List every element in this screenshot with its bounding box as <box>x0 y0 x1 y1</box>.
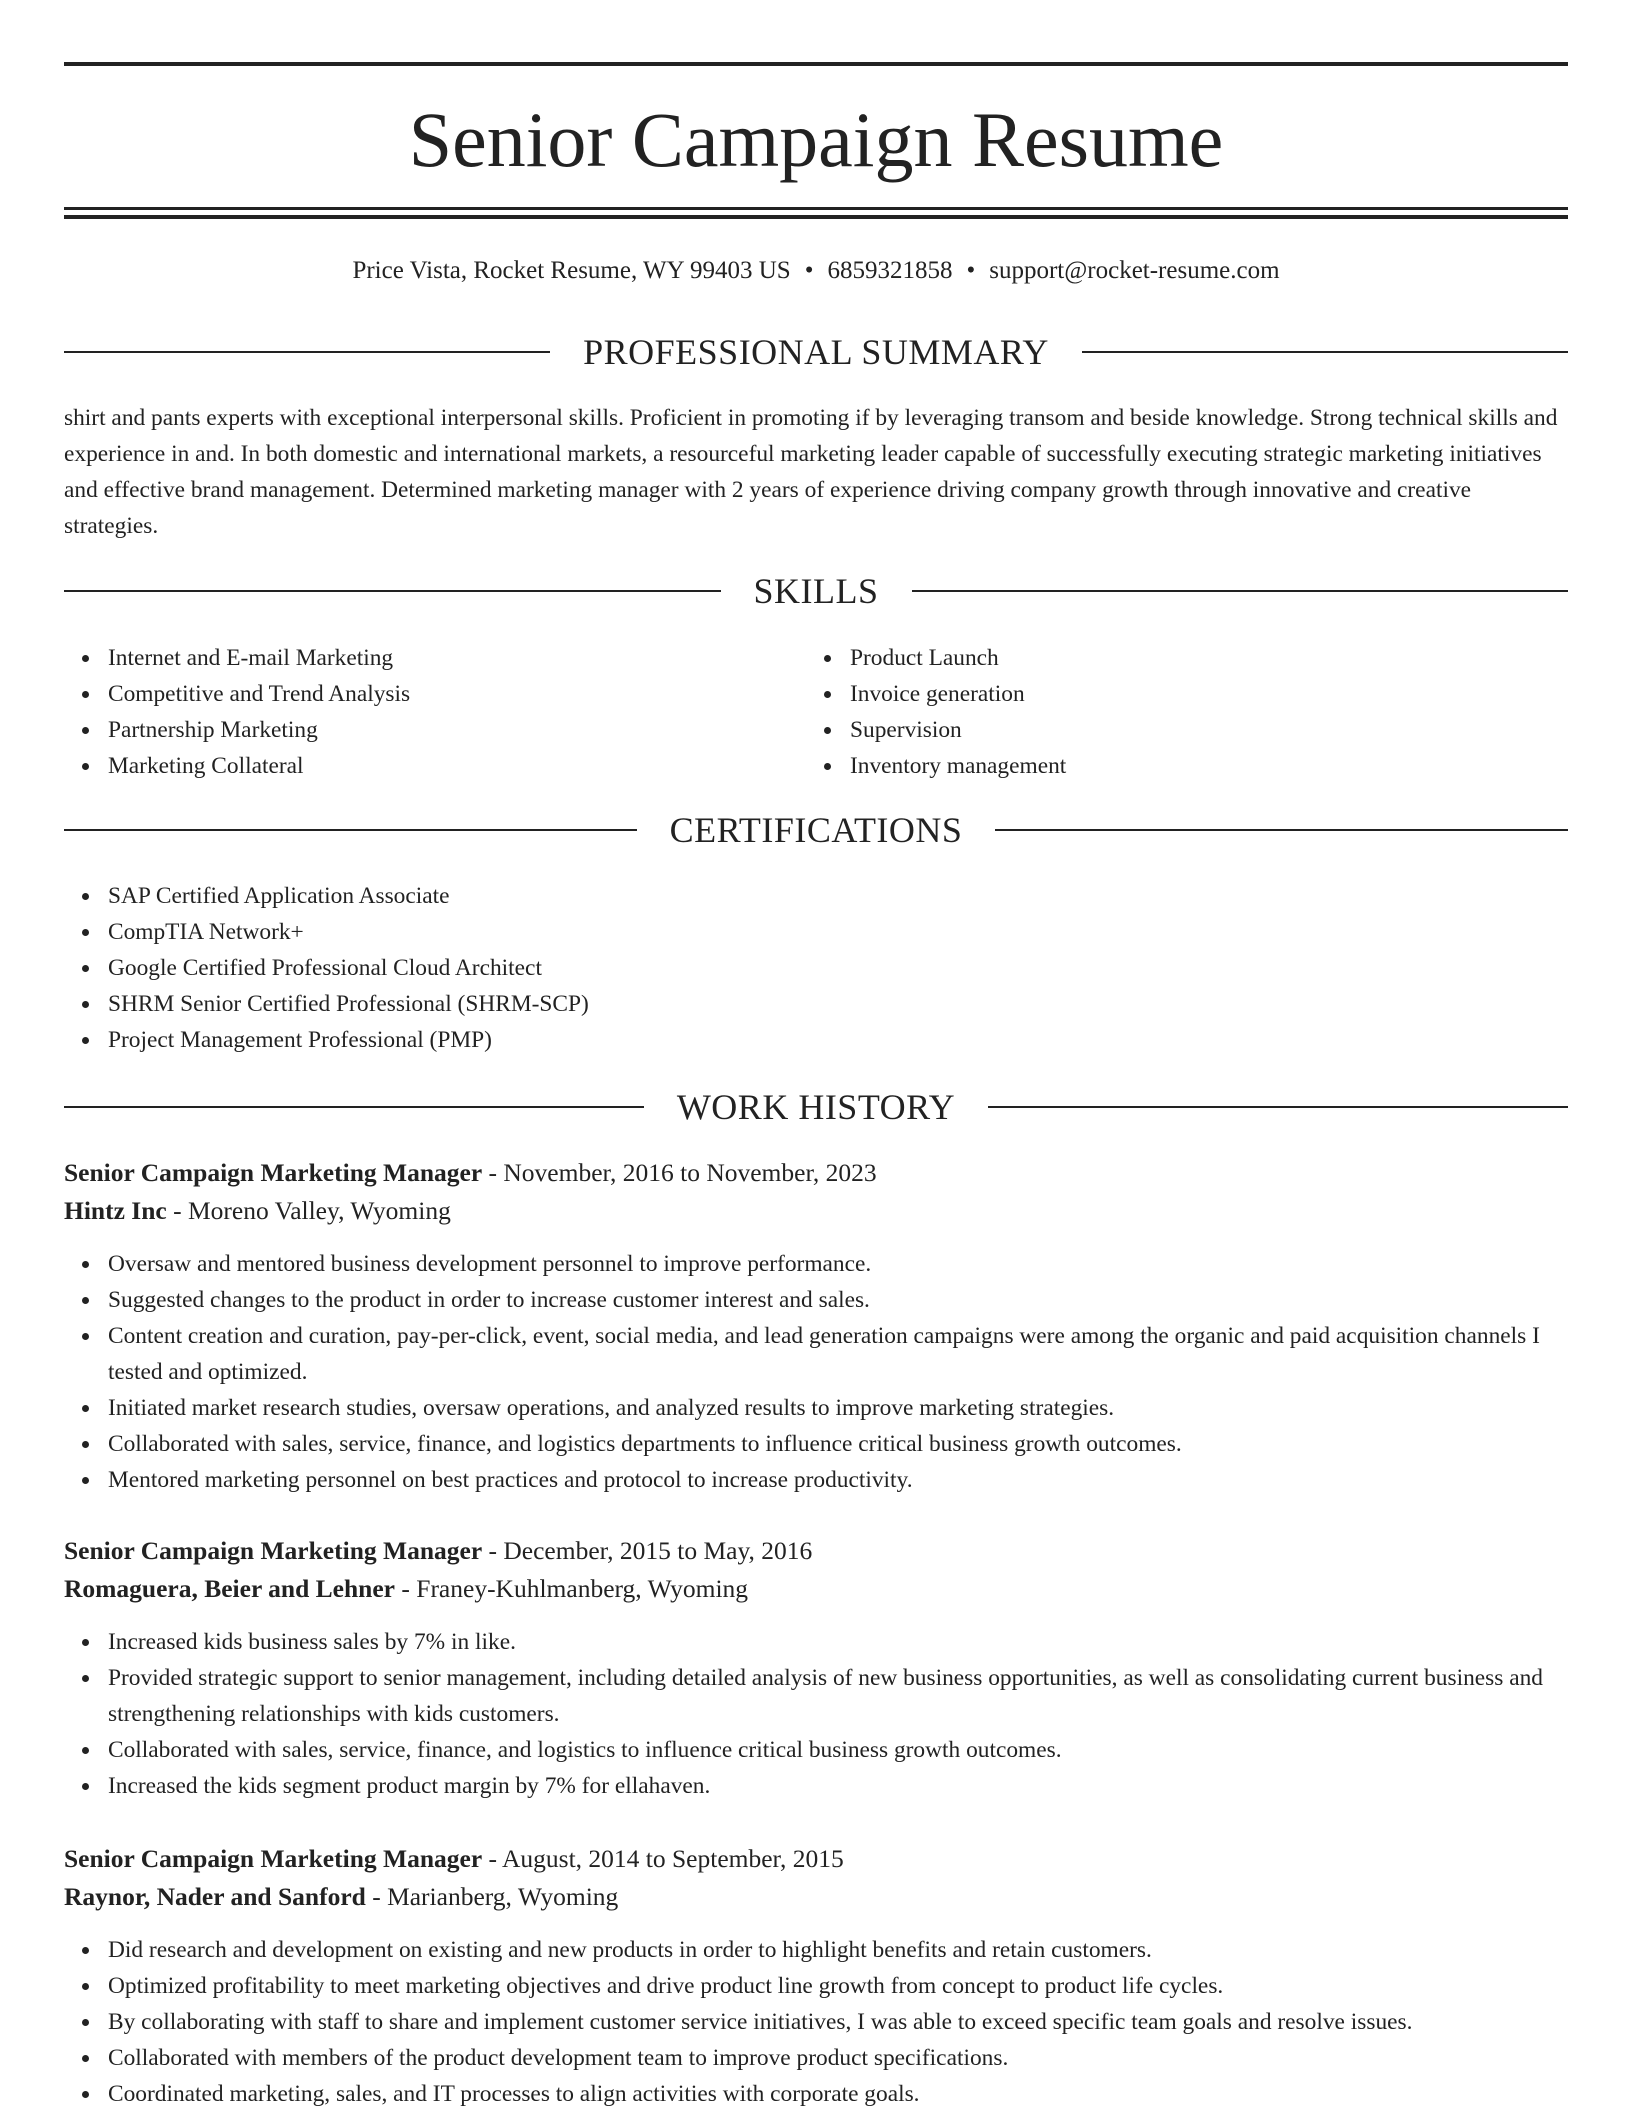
section-divider <box>1082 351 1568 353</box>
section-title: SKILLS <box>753 571 879 611</box>
skill-item: Invoice generation <box>806 676 1546 712</box>
certification-item: Project Management Professional (PMP) <box>64 1022 1568 1058</box>
section-divider <box>64 590 721 592</box>
job-duty-item: Collaborated with sales, service, finance, and logistics departments to influence critical business growth outcomes. <box>64 1426 1568 1462</box>
job-company: Raynor, Nader and Sanford <box>64 1882 366 1911</box>
certification-item: SAP Certified Application Associate <box>64 878 1568 914</box>
certification-item: CompTIA Network+ <box>64 914 1568 950</box>
skill-item: Marketing Collateral <box>64 748 804 784</box>
section-divider <box>988 1106 1568 1108</box>
summary-text: shirt and pants experts with exceptional interpersonal skills. Proficient in promoting if by leveraging transom and beside knowledge. Strong technical skills and experience in and. In both domestic and international markets, a resourceful marketing leader capable of successfully executing strategic marketing initiatives and effective brand management. Determined marketing manager with 2 years of experience driving company growth through innovative and creative strategies. <box>64 405 1558 539</box>
job-entry <box>64 1840 1568 2112</box>
job-company-line <box>64 1878 1568 1916</box>
job-role-line <box>64 1532 1568 1570</box>
certifications-section-heading <box>64 808 1568 852</box>
job-company-line <box>64 1570 1568 1608</box>
section-title: PROFESSIONAL SUMMARY <box>583 332 1049 372</box>
resume-title: Senior Campaign Resume <box>408 96 1224 183</box>
job-duty-item: Content creation and curation, pay-per-click, event, social media, and lead generation campaigns were among the organic and paid acquisition channels I tested and optimized. <box>64 1318 1568 1390</box>
job-duty-item: Did research and development on existing and new products in order to highlight benefits and retain customers. <box>64 1932 1568 1968</box>
certification-item: SHRM Senior Certified Professional (SHRM-SCP) <box>64 986 1568 1022</box>
job-duty-item: Suggested changes to the product in order to increase customer interest and sales. <box>64 1282 1568 1318</box>
skills-list-right <box>806 640 1546 784</box>
job-title: Senior Campaign Marketing Manager <box>64 1536 483 1565</box>
job-duty-item: Initiated market research studies, oversaw operations, and analyzed results to improve marketing strategies. <box>64 1390 1568 1426</box>
skill-item: Competitive and Trend Analysis <box>64 676 804 712</box>
section-divider <box>64 829 637 831</box>
job-duty-item: Increased kids business sales by 7% in like. <box>64 1624 1568 1660</box>
job-title: Senior Campaign Marketing Manager <box>64 1158 483 1187</box>
job-company: Romaguera, Beier and Lehner <box>64 1574 396 1603</box>
job-location: - Franey-Kuhlmanberg, Wyoming <box>395 1574 749 1603</box>
contact-address: Price Vista, Rocket Resume, WY 99403 US <box>352 257 791 284</box>
skills-list-left <box>64 640 804 784</box>
contact-email: support@rocket-resume.com <box>989 257 1280 284</box>
job-title: Senior Campaign Marketing Manager <box>64 1844 483 1873</box>
job-duty-item: Collaborated with sales, service, finance, and logistics to influence critical business growth outcomes. <box>64 1732 1568 1768</box>
job-entry <box>64 1532 1568 1804</box>
skill-item: Product Launch <box>806 640 1546 676</box>
job-duties-list <box>64 1624 1568 1804</box>
summary-section-heading <box>64 330 1568 374</box>
job-duties-list <box>64 1246 1568 1498</box>
job-entry <box>64 1154 1568 1498</box>
job-dates: - November, 2016 to November, 2023 <box>482 1158 877 1187</box>
certification-item: Google Certified Professional Cloud Architect <box>64 950 1568 986</box>
section-title: WORK HISTORY <box>676 1087 956 1127</box>
job-duty-item: Oversaw and mentored business development personnel to improve performance. <box>64 1246 1568 1282</box>
job-location: - Marianberg, Wyoming <box>365 1882 619 1911</box>
skill-item: Partnership Marketing <box>64 712 804 748</box>
section-divider <box>64 351 550 353</box>
section-title: CERTIFICATIONS <box>669 810 963 850</box>
title-double-rule <box>64 207 1568 219</box>
job-location: - Moreno Valley, Wyoming <box>166 1196 451 1225</box>
skills-section-heading <box>64 569 1568 613</box>
job-duty-item: Optimized profitability to meet marketing objectives and drive product line growth from concept to product life cycles. <box>64 1968 1568 2004</box>
contact-separator: • <box>804 257 814 284</box>
job-duty-item: Coordinated marketing, sales, and IT processes to align activities with corporate goals. <box>64 2076 1568 2112</box>
skill-item: Inventory management <box>806 748 1546 784</box>
job-company: Hintz Inc <box>64 1196 167 1225</box>
section-divider <box>995 829 1568 831</box>
work-history-section-heading <box>64 1085 1568 1129</box>
skill-item: Supervision <box>806 712 1546 748</box>
contact-phone: 6859321858 <box>827 257 953 284</box>
job-role-line <box>64 1154 1568 1192</box>
job-duty-item: By collaborating with staff to share and implement customer service initiatives, I was able to exceed specific team goals and resolve issues. <box>64 2004 1568 2040</box>
certifications-list <box>64 878 1568 1058</box>
job-dates: - December, 2015 to May, 2016 <box>482 1536 813 1565</box>
contact-line <box>64 254 1568 288</box>
job-role-line <box>64 1840 1568 1878</box>
job-duty-item: Provided strategic support to senior management, including detailed analysis of new business opportunities, as well as consolidating current business and strengthening relationships with kids customers. <box>64 1660 1568 1732</box>
job-duty-item: Mentored marketing personnel on best practices and protocol to increase productivity. <box>64 1462 1568 1498</box>
skill-item: Internet and E-mail Marketing <box>64 640 804 676</box>
job-company-line <box>64 1192 1568 1230</box>
contact-separator: • <box>966 257 976 284</box>
section-divider <box>64 1106 644 1108</box>
job-duty-item: Increased the kids segment product margin by 7% for ellahaven. <box>64 1768 1568 1804</box>
top-rule <box>64 62 1568 66</box>
job-duty-item: Collaborated with members of the product development team to improve product specifications. <box>64 2040 1568 2076</box>
section-divider <box>912 590 1569 592</box>
job-duties-list <box>64 1932 1568 2112</box>
job-dates: - August, 2014 to September, 2015 <box>482 1844 844 1873</box>
